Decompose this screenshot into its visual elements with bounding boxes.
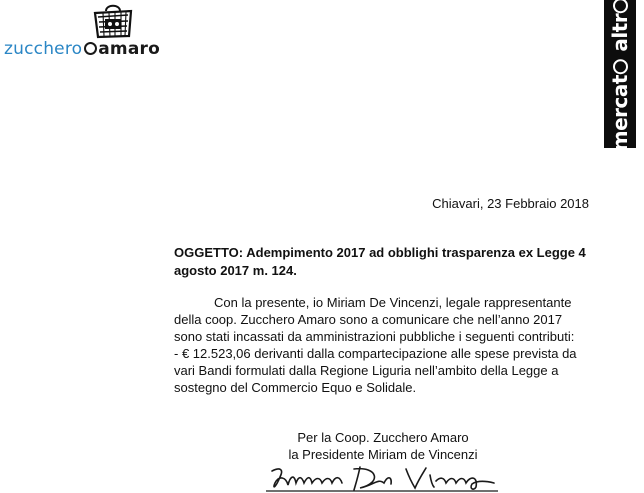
body-paragraph-intro: Con la presente, io Miriam De Vincenzi, legale rappresentante della coop. Zucchero Amaro sono a comunicare che nell’anno 2017 sono stati incassati da amministrazioni pubbliche i seguenti contributi: — [174, 295, 575, 344]
subject-text: Adempimento 2017 ad obblighi trasparenza ex Legge 4 agosto 2017 m. 124. — [174, 245, 586, 278]
ring-icon — [613, 0, 628, 13]
shopping-bag-icon — [92, 2, 134, 40]
logo-word-zucchero: zucchero — [4, 39, 83, 59]
logo-ring-icon — [84, 42, 97, 55]
side-word-mercato: mercat — [608, 75, 632, 152]
logo-wordmark — [4, 39, 160, 59]
letter-date: Chiavari, 23 Febbraio 2018 — [432, 196, 589, 211]
letter-body — [174, 294, 592, 396]
body-paragraph-contribution: - € 12.523,06 derivanti dalla compartecipazione alle spese prevista da vari Bandi formulati dalla Regione Liguria nell’ambito della Legge a sostegno del Commercio Equo e Solidale. — [174, 346, 577, 395]
altromercato-wordmark — [608, 0, 632, 151]
handwritten-signature — [266, 463, 498, 493]
ring-icon — [613, 59, 628, 74]
side-word-altro: altr — [608, 13, 632, 52]
signature-block — [278, 429, 488, 463]
altromercato-tag — [604, 0, 636, 152]
logo-word-amaro: amaro — [98, 39, 160, 59]
subject-label: OGGETTO: — [174, 245, 244, 260]
closing-line-2: la Presidente Miriam de Vincenzi — [288, 447, 478, 462]
company-logo — [4, 2, 160, 64]
closing-line-1: Per la Coop. Zucchero Amaro — [297, 430, 469, 445]
letter-subject — [174, 244, 592, 280]
